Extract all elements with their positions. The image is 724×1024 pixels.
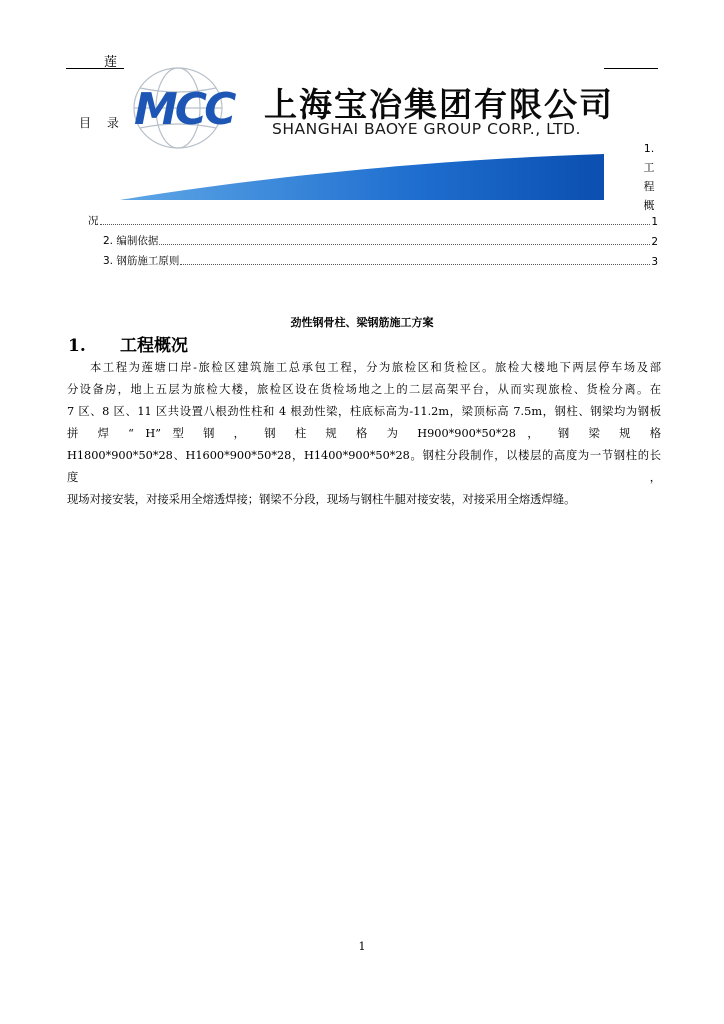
toc-entry-label: 3. 钢筋施工原则 <box>103 255 180 267</box>
body-line: 7 区、8 区、11 区共设置八根劲性柱和 4 根劲性梁，柱底标高为-11.2m，梁顶标高 7.5m，钢柱、钢梁均为钢板 <box>67 405 661 418</box>
section-number: 1. <box>68 336 86 356</box>
section-title: 工程概况 <box>120 336 188 356</box>
toc-title: 目 录 <box>79 116 125 130</box>
toc-entry-page: 2 <box>651 236 658 248</box>
toc-entry-1-wrapped[interactable]: 1. 工 程 概 <box>643 142 655 212</box>
toc-entry-page: 1 <box>651 216 658 228</box>
header-left-text: 莲 <box>104 55 118 70</box>
document-title: 劲性钢骨柱、梁钢筋施工方案 <box>290 316 434 329</box>
toc-entry-label: 况 <box>88 215 99 227</box>
company-logo <box>120 62 614 204</box>
mcc-logo-mark: MCC <box>134 84 234 135</box>
section-heading <box>68 331 188 356</box>
toc-entry[interactable] <box>103 232 658 248</box>
toc-entry[interactable] <box>103 252 658 268</box>
company-name-cn: 上海宝冶集团有限公司 <box>264 85 614 124</box>
toc-leader-dots <box>180 264 650 265</box>
section-body <box>67 357 661 511</box>
body-line: 分设备房，地上五层为旅检大楼，旅检区设在货检场地之上的二层高架平台，从而实现旅检、货检分离。在 <box>67 383 661 396</box>
body-line: 现场对接安装，对接采用全熔透焊接；钢梁不分段，现场与钢柱牛腿对接安装，对接采用全熔透焊缝。 <box>67 493 576 506</box>
body-line: H1800*900*50*28、H1600*900*50*28，H1400*900*50*28。钢柱分段制作，以楼层的高度为一节钢柱的长度， <box>67 449 661 484</box>
toc-entry-label: 2. 编制依据 <box>103 235 159 247</box>
body-line: 拼 焊 “ H” 型 钢 ， 钢 柱 规 格 为 H900*900*50*28 ， 钢 梁 规 格 <box>67 427 661 440</box>
body-line: 本工程为莲塘口岸-旅检区建筑施工总承包工程，分为旅检区和货检区。旅检大楼地下两层停车场及部 <box>90 361 661 374</box>
toc-leader-dots <box>100 224 651 225</box>
toc-entry-page: 3 <box>651 256 658 268</box>
header-rule-right <box>604 68 658 69</box>
page-number: 1 <box>358 940 366 953</box>
toc-leader-dots <box>159 244 650 245</box>
company-name-en: SHANGHAI BAOYE GROUP CORP., LTD. <box>272 120 581 138</box>
toc-entry[interactable] <box>88 212 658 228</box>
